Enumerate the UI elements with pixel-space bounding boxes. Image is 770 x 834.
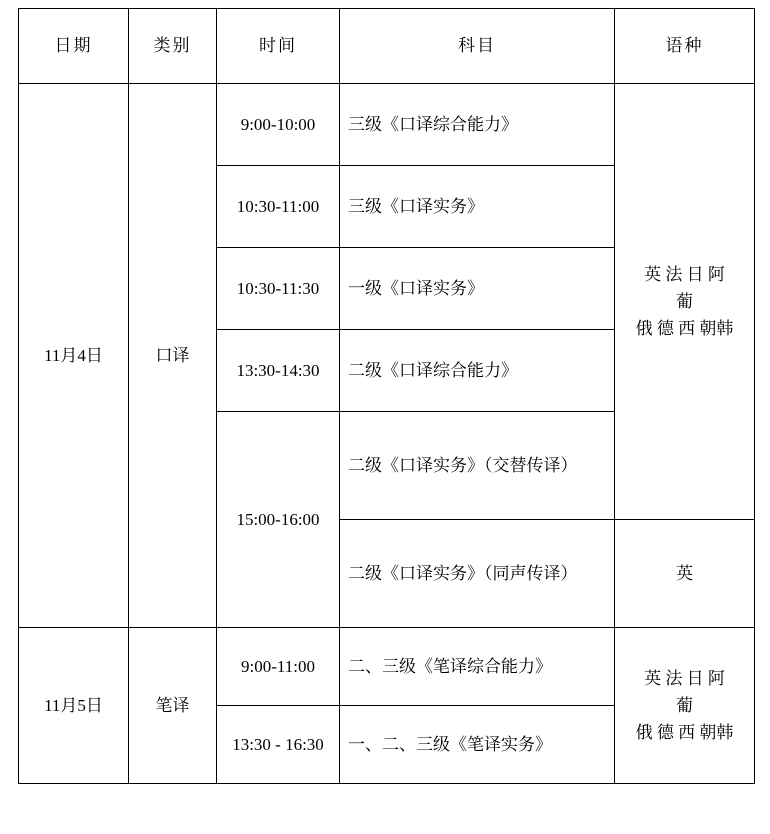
subject-cell: 一级《口译实务》 <box>340 248 615 330</box>
language-cell-main-nov5 <box>615 628 755 784</box>
language-line-3: 俄 德 西 朝韩 <box>635 319 734 339</box>
time-cell: 9:00-11:00 <box>217 628 340 706</box>
language-cell-simultaneous: 英 <box>615 520 755 628</box>
table-row <box>19 84 755 166</box>
time-cell: 9:00-10:00 <box>217 84 340 166</box>
language-line-1: 英 法 日 阿 <box>644 668 725 688</box>
table-header <box>19 9 755 84</box>
subject-cell: 二级《口译综合能力》 <box>340 330 615 412</box>
subject-cell: 三级《口译实务》 <box>340 166 615 248</box>
subject-cell: 三级《口译综合能力》 <box>340 84 615 166</box>
language-cell-main-nov4 <box>615 84 755 520</box>
time-cell: 13:30 - 16:30 <box>217 706 340 784</box>
date-cell-nov5: 11月5日 <box>19 628 129 784</box>
time-cell: 10:30-11:00 <box>217 166 340 248</box>
language-line-2: 葡 <box>676 291 693 311</box>
time-cell-1500: 15:00-16:00 <box>217 412 340 628</box>
subject-cell: 二级《口译实务》（同声传译） <box>340 520 615 628</box>
time-cell: 13:30-14:30 <box>217 330 340 412</box>
table-header-row <box>19 9 755 84</box>
exam-schedule-document <box>0 8 770 834</box>
header-date: 日期 <box>19 9 129 84</box>
subject-cell: 一、二、三级《笔译实务》 <box>340 706 615 784</box>
table-row <box>19 628 755 706</box>
language-line-1: 英 法 日 阿 <box>644 264 725 284</box>
date-cell-nov4: 11月4日 <box>19 84 129 628</box>
language-line-3: 俄 德 西 朝韩 <box>635 723 734 743</box>
subject-cell: 二级《口译实务》（交替传译） <box>340 412 615 520</box>
header-language: 语种 <box>615 9 755 84</box>
category-cell-translation: 笔译 <box>129 628 217 784</box>
exam-schedule-table <box>18 8 755 784</box>
header-category: 类别 <box>129 9 217 84</box>
language-line-2: 葡 <box>676 695 693 715</box>
table-body <box>19 84 755 784</box>
header-time: 时间 <box>217 9 340 84</box>
time-cell: 10:30-11:30 <box>217 248 340 330</box>
category-cell-interpreting: 口译 <box>129 84 217 628</box>
header-subject: 科目 <box>340 9 615 84</box>
subject-cell: 二、三级《笔译综合能力》 <box>340 628 615 706</box>
